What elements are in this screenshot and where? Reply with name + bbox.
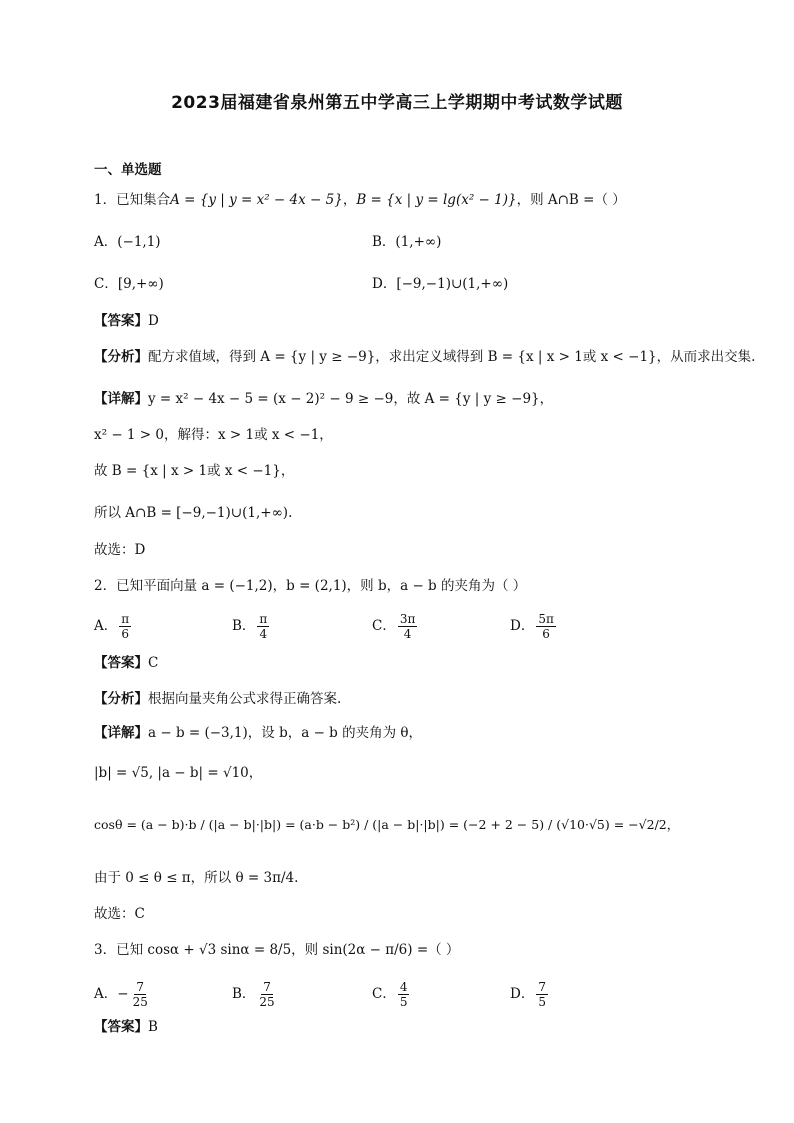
q2-detail-3: cosθ = (a − b)·b / (|a − b|·|b|) = (a·b − b²) / (|a − b|·|b|) = (−2 + 2 − 5) / (√10·√5) = −√2/2， (94, 817, 680, 832)
answer-value: C (148, 655, 159, 671)
option-fraction (131, 980, 150, 1009)
option-label: C． (94, 276, 118, 292)
q1-detail-4: 所以 A∩B = [−9,−1)∪(1,+∞). (94, 505, 293, 521)
detail-text: a − b = (−3,1)，设 b，a − b 的夹角为 θ， (148, 725, 423, 741)
fraction-denominator: 5 (399, 995, 408, 1009)
q2-detail-1 (94, 723, 422, 743)
fraction-numerator: 4 (399, 980, 408, 994)
q1-option-c (94, 274, 164, 294)
option-fraction (398, 980, 410, 1009)
fraction-denominator: 4 (403, 627, 412, 641)
q2-answer (94, 653, 158, 673)
detail-text: y = x² − 4x − 5 = (x − 2)² − 9 ≥ −9，故 A = {y | y ≥ −9}， (148, 391, 554, 407)
q1-option-a (94, 232, 161, 252)
q2-detail-5: 故选：C (94, 906, 145, 922)
q2-option-d (510, 612, 558, 641)
q1-sep: ， (342, 192, 357, 208)
option-label: B． (232, 986, 256, 1002)
option-fraction (257, 980, 276, 1009)
fraction-numerator: π (259, 612, 268, 626)
analysis-text: 配方求值域，得到 A = {y | y ≥ −9}，求出定义域得到 B = {x | x > 1或 x < −1}，从而求出交集. (148, 349, 756, 365)
option-label: D． (510, 986, 535, 1002)
option-label: A． (94, 618, 118, 634)
q1-answer (94, 311, 159, 331)
question-3-stem: 3．已知 cosα + √3 sinα = 8/5，则 sin(2α − π/6) =（ ） (94, 942, 460, 958)
detail-tag: 【详解】 (94, 391, 148, 407)
q1-detail-3: 故 B = {x | x > 1或 x < −1}， (94, 463, 295, 479)
answer-tag: 【答案】 (94, 655, 148, 671)
analysis-tag: 【分析】 (94, 691, 148, 707)
q1-option-b (372, 232, 441, 252)
q1-option-d (372, 274, 508, 294)
option-label: D． (510, 618, 535, 634)
q2-option-a (94, 612, 133, 641)
fraction-numerator: 3π (399, 612, 416, 626)
option-fraction (257, 612, 269, 641)
option-label: D． (372, 276, 397, 292)
analysis-text: 根据向量夹角公式求得正确答案. (148, 691, 342, 707)
option-label: C． (372, 986, 396, 1002)
q2-option-b (232, 612, 271, 641)
q3-option-a (94, 980, 152, 1009)
option-sign: − (117, 986, 129, 1002)
section-heading: 一、单选题 (94, 162, 162, 178)
answer-value: D (148, 313, 159, 329)
option-value: [9,+∞) (117, 276, 164, 292)
option-value: [−9,−1)∪(1,+∞) (396, 276, 509, 292)
q3-answer (94, 1017, 158, 1037)
option-label: B． (232, 618, 256, 634)
q2-option-c (372, 612, 419, 641)
option-fraction (536, 980, 548, 1009)
fraction-denominator: 6 (121, 627, 130, 641)
answer-tag: 【答案】 (94, 1019, 148, 1035)
q1-analysis (94, 347, 755, 367)
q2-detail-2: |b| = √5, |a − b| = √10， (94, 765, 263, 781)
q3-option-c (372, 980, 411, 1009)
q1-stem-text: 1．已知集合 (94, 192, 171, 208)
option-fraction (536, 612, 556, 641)
fraction-numerator: 7 (263, 980, 271, 994)
q1-set-b: B = {x | y = lg(x² − 1)} (356, 192, 517, 208)
answer-tag: 【答案】 (94, 313, 148, 329)
q1-ask: ，则 A∩B =（ ） (516, 192, 626, 208)
q2-analysis (94, 689, 341, 709)
option-label: B． (372, 234, 396, 250)
analysis-tag: 【分析】 (94, 349, 148, 365)
answer-value: B (148, 1019, 158, 1035)
fraction-numerator: 5π (538, 612, 554, 626)
option-value: (1,+∞) (395, 234, 442, 250)
fraction-denominator: 4 (259, 627, 268, 641)
option-fraction (119, 612, 131, 641)
fraction-denominator: 25 (132, 995, 148, 1009)
fraction-numerator: 7 (538, 980, 546, 994)
option-label: C． (372, 618, 396, 634)
fraction-numerator: 7 (136, 980, 145, 994)
detail-tag: 【详解】 (94, 725, 148, 741)
fraction-numerator: π (121, 612, 130, 626)
q1-set-a: A = {y | y = x² − 4x − 5} (170, 192, 343, 208)
q3-option-b (232, 980, 279, 1009)
fraction-denominator: 25 (259, 995, 275, 1009)
question-1-stem (94, 190, 626, 210)
q3-option-d (510, 980, 550, 1009)
option-value: (−1,1) (117, 234, 161, 250)
question-2-stem: 2．已知平面向量 a = (−1,2)，b = (2,1)，则 b，a − b 的夹角为（ ） (94, 578, 527, 594)
q1-detail-1 (94, 389, 553, 409)
q2-detail-4: 由于 0 ≤ θ ≤ π，所以 θ = 3π/4. (94, 870, 299, 886)
page-title: 2023届福建省泉州第五中学高三上学期期中考试数学试题 (171, 93, 623, 113)
q1-detail-5: 故选：D (94, 542, 146, 558)
fraction-denominator: 6 (542, 627, 550, 641)
option-label: A． (94, 234, 118, 250)
q1-detail-2: x² − 1 > 0，解得：x > 1或 x < −1， (94, 427, 333, 443)
option-fraction (398, 612, 418, 641)
fraction-denominator: 5 (538, 995, 546, 1009)
option-label: A． (94, 986, 118, 1002)
